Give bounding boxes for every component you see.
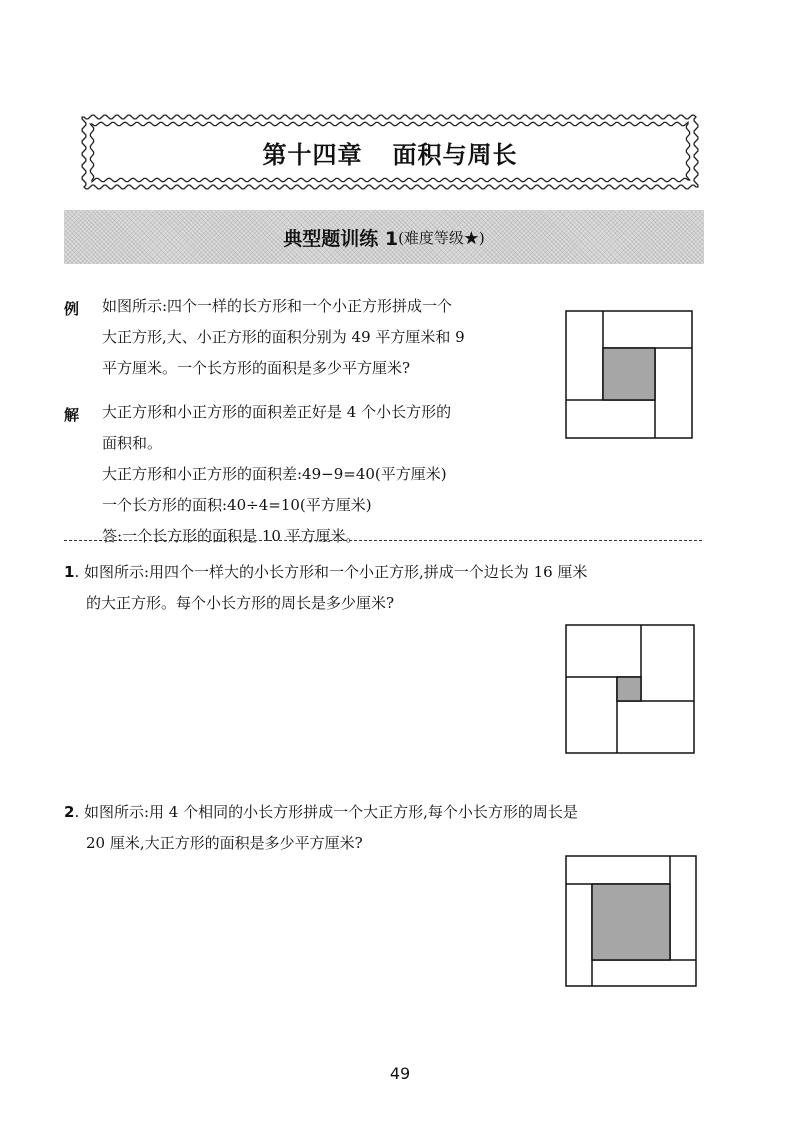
solution-line: 大正方形和小正方形的面积差:49−9=40(平方厘米) <box>102 465 447 483</box>
section-title: 典型题训练 1 <box>283 227 399 250</box>
chapter-banner <box>80 112 700 192</box>
problem-line: . 如图所示:用 4 个相同的小长方形拼成一个大正方形,每个小长方形的周长是 <box>74 803 578 821</box>
solution-text <box>102 397 552 552</box>
problem-2-figure <box>565 855 697 987</box>
center-square <box>592 884 670 960</box>
problem-line: . 如图所示:用四个一样大的小长方形和一个小正方形,拼成一个边长为 16 厘米 <box>74 563 588 581</box>
example-line: 如图所示:四个一样的长方形和一个小正方形拼成一个 <box>102 297 453 315</box>
solution-line: 大正方形和小正方形的面积差正好是 4 个小长方形的 <box>102 403 452 421</box>
example-text <box>102 291 552 384</box>
dashed-divider <box>64 540 702 541</box>
chapter-title <box>80 112 700 192</box>
problem-number: 2 <box>64 803 75 821</box>
small-square <box>617 677 641 701</box>
problem-1 <box>64 557 724 619</box>
problem-1-figure <box>565 624 695 754</box>
chapter-number: 第十四章 <box>262 140 363 169</box>
problem-line: 的大正方形。每个小长方形的周长是多少厘米? <box>86 594 395 612</box>
difficulty-label: (难度等级★) <box>398 228 485 247</box>
problem-2 <box>64 797 724 859</box>
page-number: 49 <box>389 1064 411 1083</box>
chapter-name: 面积与周长 <box>392 140 518 169</box>
example-line: 大正方形,大、小正方形的面积分别为 49 平方厘米和 9 <box>102 328 465 346</box>
problem-line: 20 厘米,大正方形的面积是多少平方厘米? <box>86 834 363 852</box>
small-square <box>603 348 655 400</box>
example-line: 平方厘米。一个长方形的面积是多少平方厘米? <box>102 359 411 377</box>
example-figure <box>565 310 693 440</box>
problem-number: 1 <box>64 563 75 581</box>
solution-line: 答:一个长方形的面积是 10 平方厘米。 <box>102 527 361 545</box>
solution-label: 解 <box>64 406 80 424</box>
solution-line: 面积和。 <box>102 434 163 452</box>
section-header <box>64 210 704 264</box>
example-label: 例 <box>64 300 80 318</box>
solution-line: 一个长方形的面积:40÷4=10(平方厘米) <box>102 496 372 514</box>
